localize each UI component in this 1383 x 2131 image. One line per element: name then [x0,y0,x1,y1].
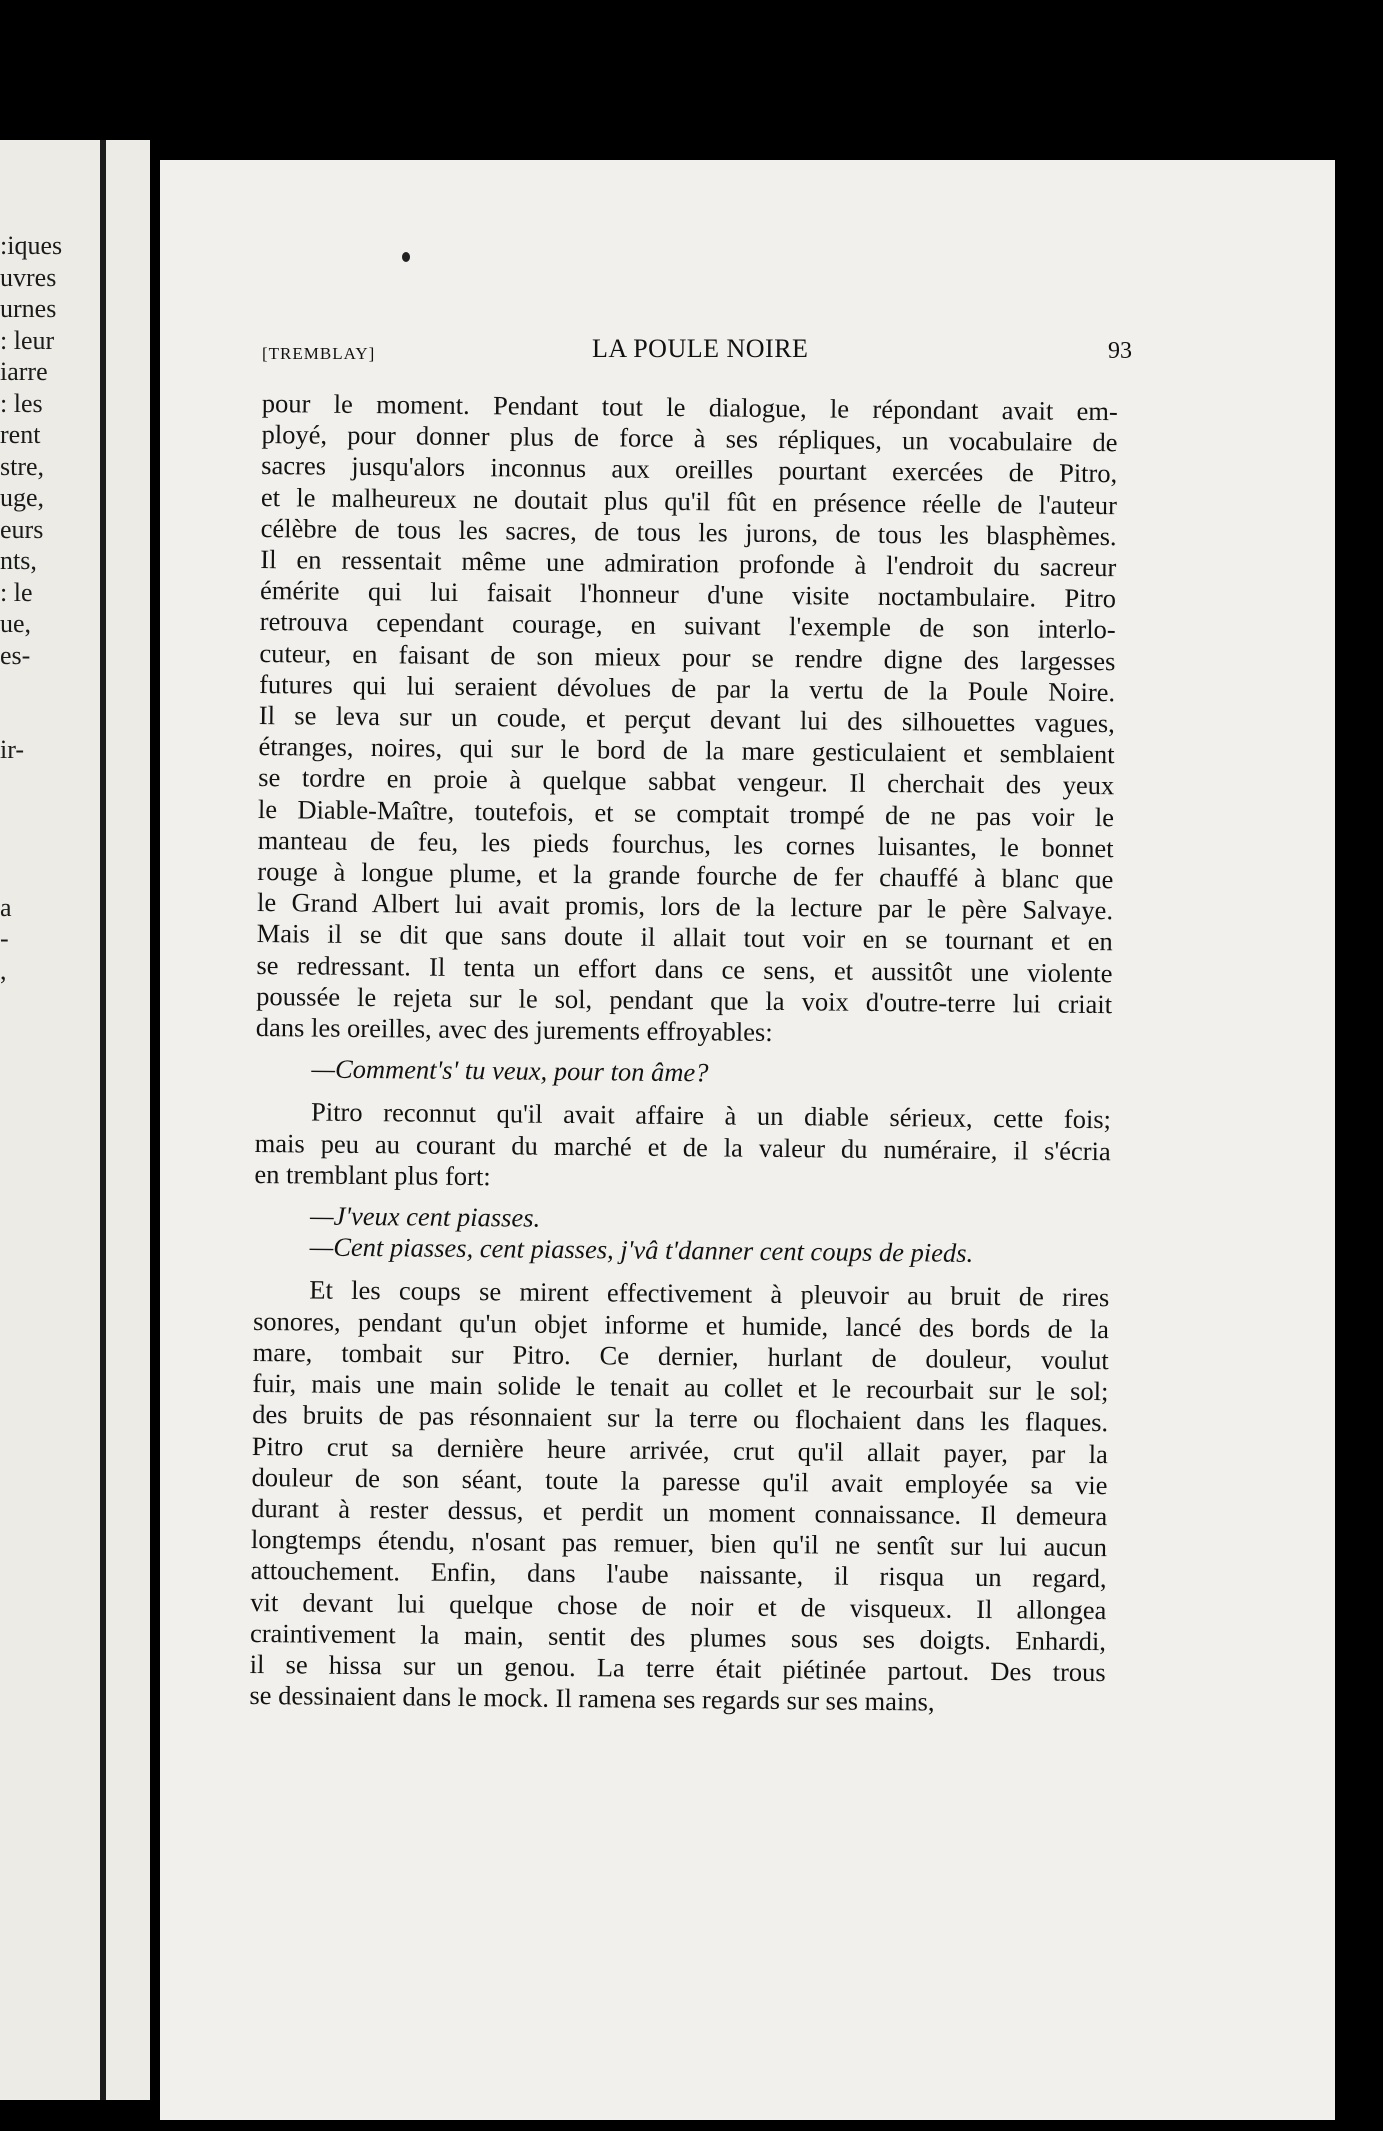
text-line: dans les oreilles, avec des jurements effroyables: [255,1012,773,1047]
text-line: mais peu au courant du marché et de la valeur du numéraire, il s'écria [254,1127,1111,1166]
left-page-fragment [0,766,110,798]
left-page-fragment: urnes [0,294,57,323]
left-page-fragment [0,829,110,861]
left-page-fragment [0,1018,110,1050]
text-line: retrouva cependant courage, en suivant l'exemple de son interlo- [259,606,1116,645]
book-spine [100,140,106,2100]
text-line: des bruits de pas résonnaient sur la terre ou flochaient dans les flaques. [252,1399,1109,1438]
page-body [249,388,1118,1719]
left-page-fragment: : leur [0,325,55,355]
left-page-fragment: : le [0,577,33,607]
text-line: le Diable-Maître, toutefois, et se comptait trompé de ne pas voir le [257,793,1115,832]
text-line: Il en ressentait même une admiration profonde à l'endroit du sacreur [260,544,1117,583]
left-page-fragment: ue, [0,609,32,638]
left-page-fragment: , [0,955,7,985]
left-page-text-fragments [0,230,110,1049]
left-page-fragment [0,703,110,735]
text-line: poussée le rejeta sur le sol, pendant que la voix d'outre-terre lui criait [256,980,1113,1020]
text-line: fuir, mais une main solide le tenait au collet et le recourbait sur le sol; [252,1368,1109,1407]
left-page-fragment [0,671,110,703]
text-line: Mais il se dit que sans doute il allait tout voir en se tournant et en [256,918,1113,957]
page-number: 93 [1108,338,1132,364]
text-line: célèbre de tous les sacres, de tous les jurons, de tous les blasphèmes. [260,512,1117,552]
text-line: Pitro reconnut qu'il avait affaire à un diable sérieux, cette fois; [310,1096,1112,1135]
left-page-fragment: uvres [0,262,57,292]
text-line: rouge à longue plume, et la grande fourche de fer chauffé à blanc que [257,856,1114,895]
text-line: Il se leva sur un coude, et perçut devant lui des silhouettes vagues, [258,700,1115,739]
text-line: pour le moment. Pendant tout le dialogue, le répondant avait em- [261,388,1118,427]
text-line: manteau de feu, les pieds fourchus, les cornes luisantes, le bonnet [257,824,1114,864]
left-page-fragment: es- [0,640,31,670]
text-line: mare, tombait sur Pitro. Ce dernier, hurlant de douleur, voulut [252,1336,1109,1376]
text-line: sonores, pendant qu'un objet informe et humide, lancé des bords de la [252,1305,1110,1344]
dialogue-line: —Cent piasses, cent piasses, j'vâ t'danner cent coups de pieds. [309,1231,974,1269]
left-page-fragment: :iques [0,231,63,260]
text-line: vit devant lui quelque chose de noir et de visqueux. Il allongea [250,1586,1107,1625]
left-page-fragment: iarre [0,357,48,386]
text-line: attouchement. Enfin, dans l'aube naissante, il risqua un regard, [250,1555,1107,1594]
dialogue-block [310,1201,1111,1271]
left-page-fragment: uge, [0,483,45,512]
left-page-fragment: stre, [0,451,45,481]
left-page-fragment: nts, [0,546,37,575]
text-line: émérite qui lui faisait l'honneur d'une visite noctambulaire. Pitro [259,575,1117,614]
running-header [262,334,1132,374]
paragraph [249,1274,1109,1719]
left-page-fragment: eurs [0,514,44,544]
paragraph [254,1096,1111,1198]
text-line: ployé, pour donner plus de force à ses répliques, un vocabulaire de [261,419,1118,458]
left-page-fragment: a [0,892,12,922]
text-line: craintivement la main, sentit des plumes sous ses doigts. Enhardi, [249,1617,1107,1656]
text-line: se dessinaient dans le mock. Il ramena ses regards sur ses mains, [249,1680,935,1717]
text-line: longtemps étendu, n'osant pas remuer, bien qu'il ne sentît sur lui aucun [250,1524,1108,1563]
text-line: futures qui lui seraient dévolues de par la vertu de la Poule Noire. [259,668,1116,708]
text-line: et le malheureux ne doutait plus qu'il fût en présence réelle de l'auteur [260,481,1118,520]
text-line: cuteur, en faisant de son mieux pour se rendre digne des largesses [259,637,1116,676]
text-line: se tordre en proie à quelque sabbat vengeur. Il cherchait des yeux [258,762,1115,801]
text-line: douleur de son séant, toute la paresse qu'il avait employée sa vie [251,1461,1108,1500]
left-page-fragment: ir- [0,735,25,764]
left-page-fragment: rent [0,420,41,449]
left-page-fragment [0,986,110,1018]
text-line: Et les coups se mirent effectivement à pleuvoir au bruit de rires [309,1274,1110,1313]
dialogue-block [311,1054,1111,1093]
left-page-fragment [0,860,110,892]
text-line: durant à rester dessus, et perdit un moment connaissance. Il demeura [251,1492,1108,1532]
paragraph [256,388,1118,1051]
running-title: LA POULE NOIRE [592,334,809,363]
text-line: il se hissa sur un genou. La terre était piétinée partout. Des trous [249,1648,1106,1688]
text-line: le Grand Albert lui avait promis, lors de la lecture par le père Salvaye. [256,887,1114,926]
left-page-fragment: : les [0,388,43,418]
text-line: sacres jusqu'alors inconnus aux oreilles pourtant exercées de Pitro, [261,450,1118,489]
dialogue-line: —Comment's' tu veux, pour ton âme? [311,1053,709,1088]
text-line: étranges, noires, qui sur le bord de la mare gesticulaient et semblaient [258,731,1115,770]
left-page-fragment [0,797,110,829]
text-line: se redressant. Il tenta un effort dans ce sens, et aussitôt une violente [256,949,1113,988]
ink-mark [402,252,410,262]
text-line: Pitro crut sa dernière heure arrivée, crut qu'il allait payer, par la [251,1430,1108,1469]
running-author: [TREMBLAY] [262,344,376,363]
dialogue-line: —J'veux cent piasses. [309,1200,541,1233]
left-page-fragment: - [0,924,9,953]
text-line: en tremblant plus fort: [254,1158,491,1192]
